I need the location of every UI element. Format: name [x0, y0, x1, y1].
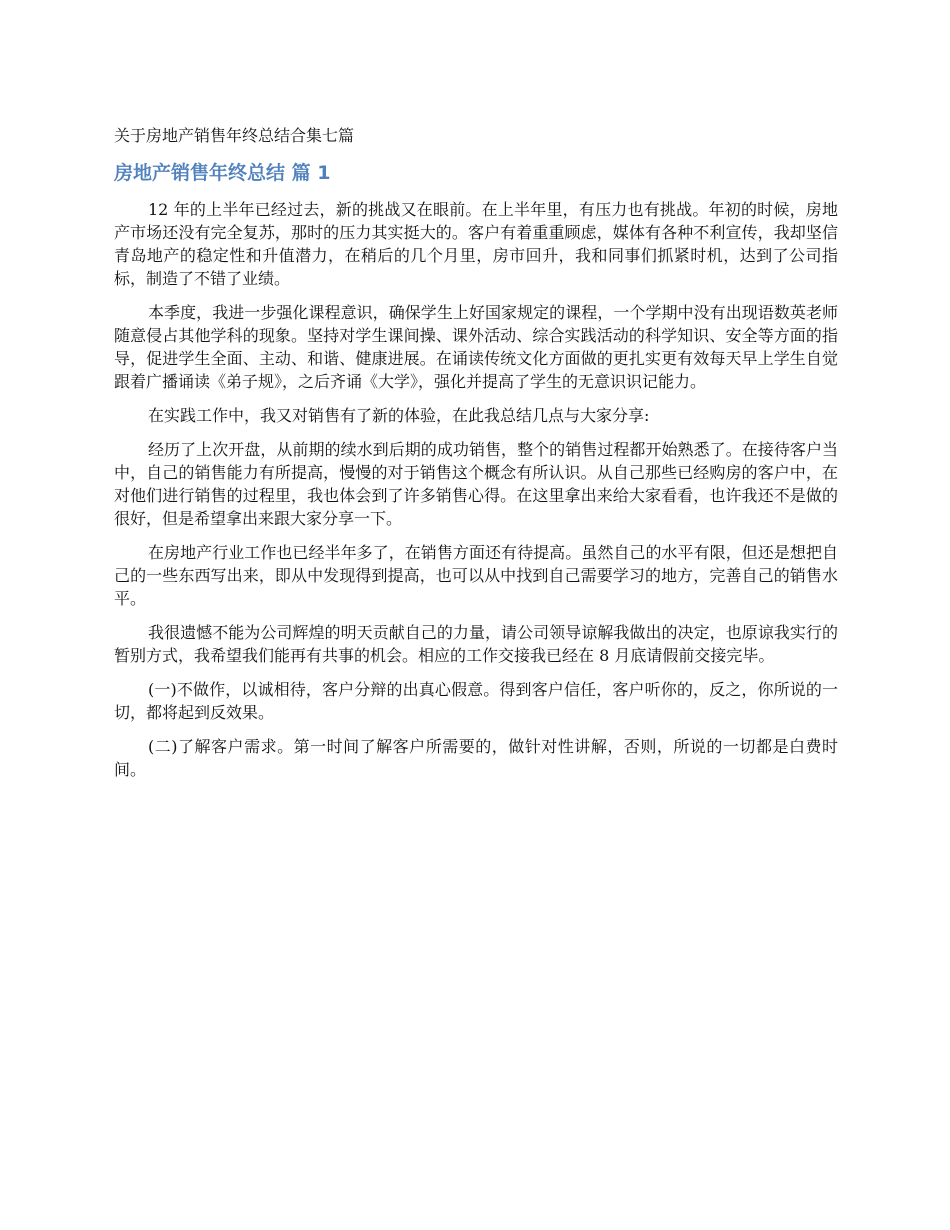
paragraph: 我很遗憾不能为公司辉煌的明天贡献自己的力量，请公司领导谅解我做出的决定，也原谅我实行的暂别方式，我希望我们能再有共事的机会。相应的工作交接我已经在 8 月底请假前交接完毕。: [114, 623, 838, 665]
document-body: [114, 124, 838, 792]
paragraph: 在实践工作中，我又对销售有了新的体验，在此我总结几点与大家分享:: [148, 406, 650, 425]
paragraph: 12 年的上半年已经过去，新的挑战又在眼前。在上半年里，有压力也有挑战。年初的时候，房地产市场还没有完全复苏，那时的压力其实挺大的。客户有着重重顾虑，媒体有各种不利宣传，我却坚信青岛地产的稳定性和升值潜力，在稍后的几个月里，房市回升，我和同事们抓紧时机，达到了公司指标，制造了不错了业绩。: [114, 200, 838, 288]
paragraph: 本季度，我进一步强化课程意识，确保学生上好国家规定的课程，一个学期中没有出现语数英老师随意侵占其他学科的现象。坚持对学生课间操、课外活动、综合实践活动的科学知识、安全等方面的指导，促进学生全面、主动、和谐、健康进展。在诵读传统文化方面做的更扎实更有效每天早上学生自觉跟着广播诵读《弟子规》，之后齐诵《大学》，强化并提高了学生的无意识识记能力。: [114, 303, 838, 391]
paragraph: (二)了解客户需求。第一时间了解客户所需要的，做针对性讲解，否则，所说的一切都是白费时间。: [114, 737, 838, 779]
paragraph: (一)不做作，以诚相待，客户分辩的出真心假意。得到客户信任，客户听你的，反之，你所说的一切，都将起到反效果。: [114, 680, 838, 722]
document-title: 关于房地产销售年终总结合集七篇: [114, 126, 355, 145]
paragraph: 在房地产行业工作也已经半年多了，在销售方面还有待提高。虽然自己的水平有限，但还是想把自己的一些东西写出来，即从中发现得到提高，也可以从中找到自己需要学习的地方，完善自己的销售水平。: [114, 543, 838, 608]
paragraph: 经历了上次开盘，从前期的续水到后期的成功销售，整个的销售过程都开始熟悉了。在接待客户当中，自己的销售能力有所提高，慢慢的对于销售这个概念有所认识。从自己那些已经购房的客户中，在对他们进行销售的过程里，我也体会到了许多销售心得。在这里拿出来给大家看看，也许我还不是做的很好，但是希望拿出来跟大家分享一下。: [114, 440, 838, 528]
section-heading: 房地产销售年终总结 篇 1: [114, 162, 331, 184]
